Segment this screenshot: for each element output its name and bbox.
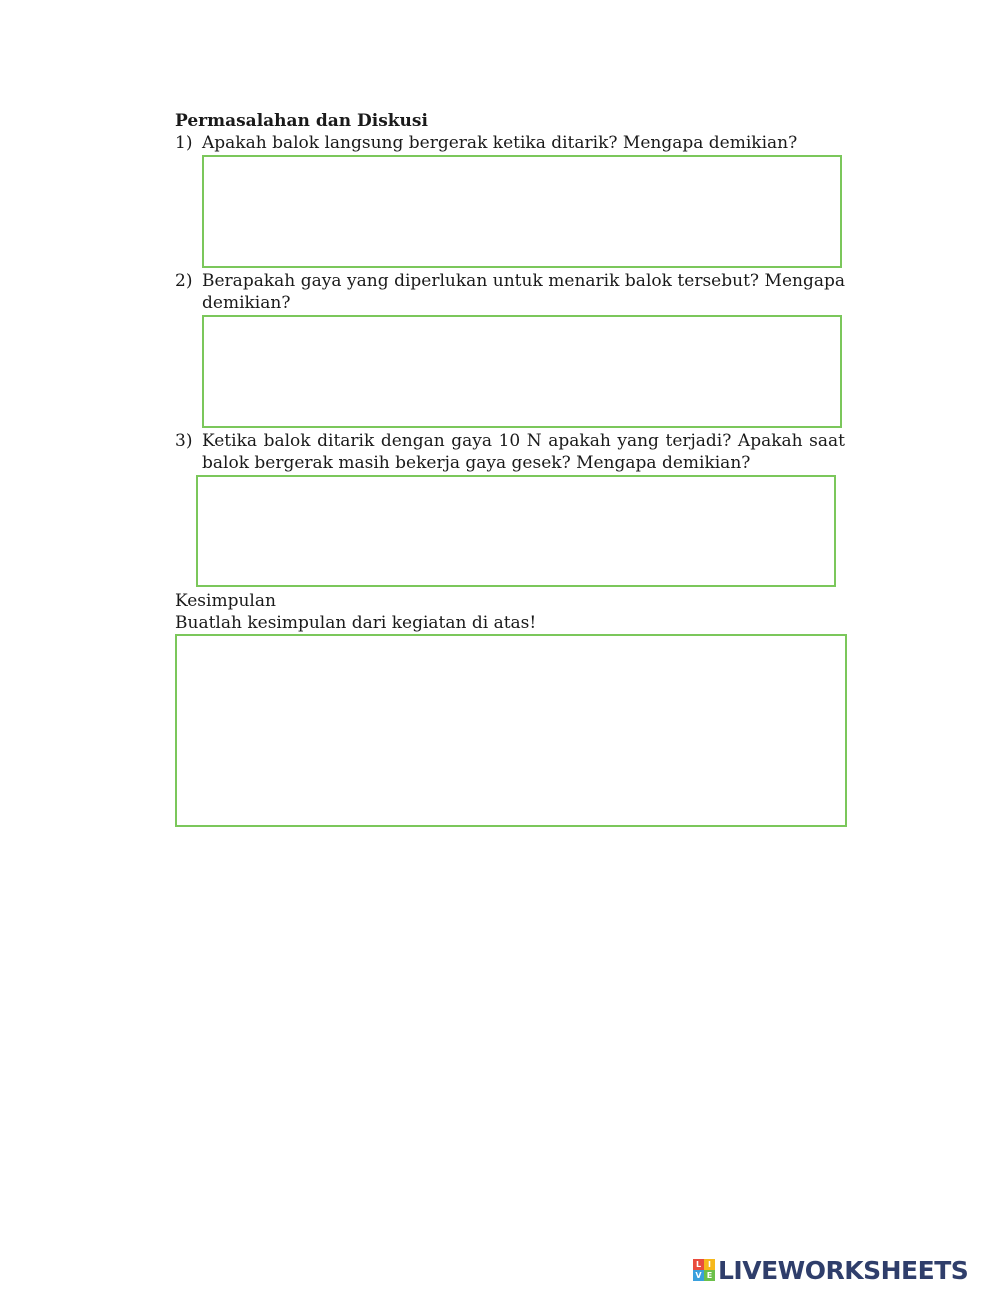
answer-box-2[interactable] [202,315,842,428]
brand-name: LIVEWORKSHEETS [718,1255,969,1285]
question-text: Ketika balok ditarik dengan gaya 10 N apakah yang terjadi? Apakah saat balok bergerak masih bekerja gaya gesek? Mengapa demikian? [202,431,845,473]
logo-letter: V [693,1270,704,1281]
question-1 [175,132,845,154]
conclusion-prompt: Buatlah kesimpulan dari kegiatan di atas! [175,613,537,633]
conclusion-heading: Kesimpulan [175,591,276,611]
conclusion-answer-box[interactable] [175,634,847,827]
question-number: 1) [175,133,193,153]
logo-letter: L [693,1259,704,1270]
question-3 [175,430,845,474]
question-text: Apakah balok langsung bergerak ketika ditarik? Mengapa demikian? [202,133,798,153]
section-heading: Permasalahan dan Diskusi [175,111,428,131]
logo-letter: E [704,1270,715,1281]
question-2 [175,270,845,314]
question-text: Berapakah gaya yang diperlukan untuk menarik balok tersebut? Mengapa demikian? [202,271,845,313]
liveworksheets-brand [693,1255,968,1285]
answer-box-3[interactable] [196,475,836,587]
liveworksheets-logo-icon [693,1259,715,1281]
answer-box-1[interactable] [202,155,842,268]
question-number: 2) [175,271,193,291]
logo-letter: I [704,1259,715,1270]
question-number: 3) [175,431,193,451]
